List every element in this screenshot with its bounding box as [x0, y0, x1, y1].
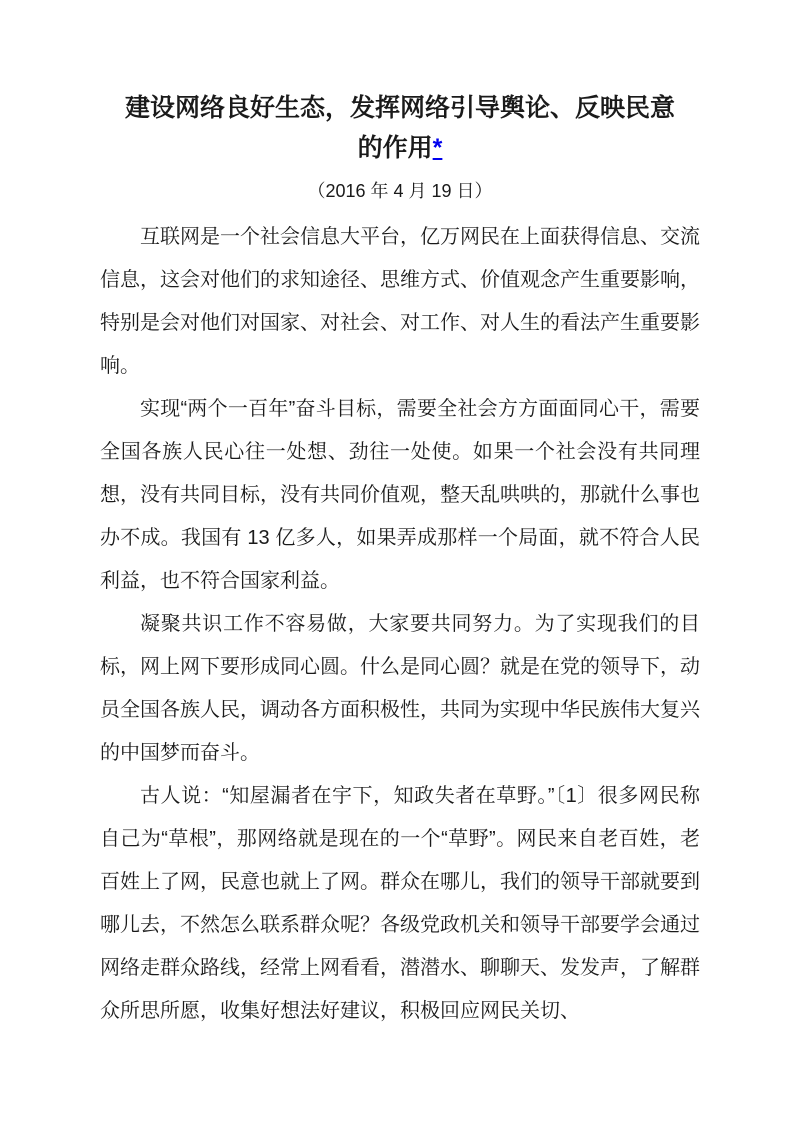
page-title: [116, 88, 684, 168]
document-body: [100, 216, 700, 1033]
page-title-text: 建设网络良好生态，发挥网络引导舆论、反映民意的作用: [124, 94, 675, 162]
footnote-asterisk-link[interactable]: *: [432, 134, 443, 162]
paragraph-3: 凝聚共识工作不容易做，大家要共同努力。为了实现我们的目标，网上网下要形成同心圆。什么是同心圆？就是在党的领导下，动员全国各族人民，调动各方面积极性，共同为实现中华民族伟大复兴的中国梦而奋斗。: [100, 613, 700, 764]
date-line: （2016 年 4 月 19 日）: [307, 181, 493, 201]
paragraph-1: 互联网是一个社会信息大平台，亿万网民在上面获得信息、交流信息，这会对他们的求知途径、思维方式、价值观念产生重要影响，特别是会对他们对国家、对社会、对工作、对人生的看法产生重要影响。: [100, 226, 700, 377]
paragraph-2: 实现“两个一百年”奋斗目标，需要全社会方方面面同心干，需要全国各族人民心往一处想、劲往一处使。如果一个社会没有共同理想，没有共同目标，没有共同价值观，整天乱哄哄的，那就什么事也办不成。我国有 13 亿多人，如果弄成那样一个局面，就不符合人民利益，也不符合国家利益。: [100, 398, 700, 592]
paragraph-4: 古人说：“知屋漏者在宇下，知政失者在草野。”〔1〕很多网民称自己为“草根”，那网络就是现在的一个“草野”。网民来自老百姓，老百姓上了网，民意也就上了网。群众在哪儿，我们的领导干部就要到哪儿去，不然怎么联系群众呢？各级党政机关和领导干部要学会通过网络走群众路线，经常上网看看，潜潜水、聊聊天、发发声，了解群众所思所愿，收集好想法好建议，积极回应网民关切、: [100, 785, 700, 1022]
